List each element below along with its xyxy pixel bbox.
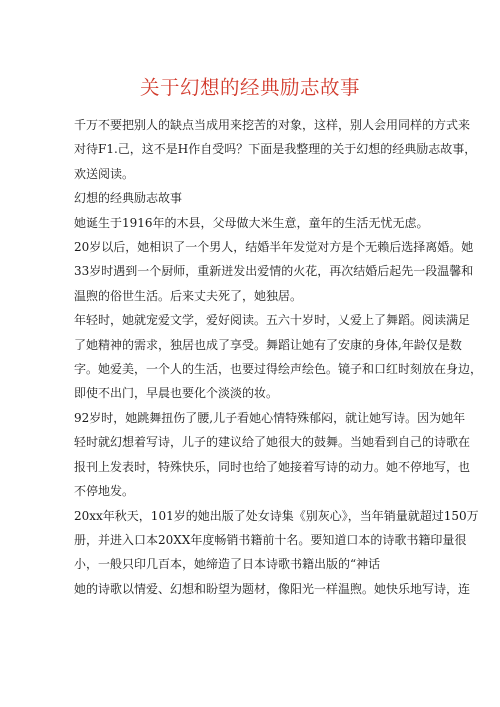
paragraph-youth bbox=[74, 308, 483, 406]
text-line: 字。她爱美，一个人的生活，也要过得绘声绘色。镜子和口红时刻放在身边， bbox=[74, 362, 483, 377]
paragraph-marriage bbox=[74, 235, 474, 308]
text-line: 温煦的俗世生活。后来丈夫死了，她独居。 bbox=[74, 288, 303, 303]
text-line: 了她精神的需求，独居也成了享受。舞蹈让她有了安康的身体,年龄仅是数 bbox=[74, 337, 462, 352]
article-body bbox=[74, 113, 483, 601]
paragraph-birth bbox=[74, 211, 434, 235]
paragraph-age-92 bbox=[74, 406, 471, 504]
text-line: 欢送阅读。 bbox=[74, 166, 135, 181]
text-line: 20xx年秋天，101岁的她出版了处女诗集《别灰心》，当年销量就超过150万 bbox=[74, 508, 479, 523]
text-line: 报刊上发表时，特殊快乐，同时也给了她接着写诗的动力。她不停地写，也 bbox=[74, 459, 471, 474]
section-heading bbox=[74, 186, 434, 210]
text-line: 对待F1.己，这不是H作自受吗？下面是我整理的关于幻想的经典励志故事， bbox=[74, 142, 477, 157]
text-line: 不停地发。 bbox=[74, 484, 135, 499]
text-line: 轻时就幻想着写诗，儿子的建议给了她很大的鼓舞。当她看到自己的诗歌在 bbox=[74, 435, 471, 450]
text-line: 即使不出门，早晨也要化个淡淡的妆。 bbox=[74, 386, 279, 401]
text-line: 20岁以后，她相识了一个男人，结婚半年发觉对方是个无赖后选择离婚。她 bbox=[74, 240, 474, 255]
text-line: 千万不要把别人的缺点当成用来挖苦的对象，这样，别人会用同样的方式来 bbox=[74, 118, 471, 132]
text-line: 幻想的经典励志故事 bbox=[74, 191, 183, 206]
paragraph-publication bbox=[74, 504, 479, 602]
text-line: 册，并进入口本20XX年度畅销书籍前十名。要知道口本的诗歌书籍印量很 bbox=[74, 532, 467, 547]
text-line: 她的诗歌以情爱、幻想和盼望为题材，像阳光一样温煦。她快乐地写诗，连 bbox=[74, 581, 471, 596]
text-line: 她诞生于1916年的木县，父母做大米生意，童年的生活无忧无虑。 bbox=[74, 215, 429, 230]
text-line: 92岁时，她跳舞扭伤了腰,儿子看她心情特殊郁闷，就让她写诗。因为她年 bbox=[74, 410, 466, 425]
text-line: 33岁时遇到一个厨师，重新迸发出爱情的火花，再次结婚后起先一段温馨和 bbox=[74, 264, 474, 279]
text-line: 小，一般只印几百本，她缔造了日本诗歌书籍出版的“神话 bbox=[74, 557, 381, 572]
page-title: 关于幻想的经典励志故事 bbox=[139, 76, 360, 99]
text-line: 年轻时，她就宠爱文学，爱好阅读。五六十岁时，乂爱上了舞蹈。阅读满足 bbox=[74, 313, 471, 328]
paragraph-intro bbox=[74, 113, 477, 186]
